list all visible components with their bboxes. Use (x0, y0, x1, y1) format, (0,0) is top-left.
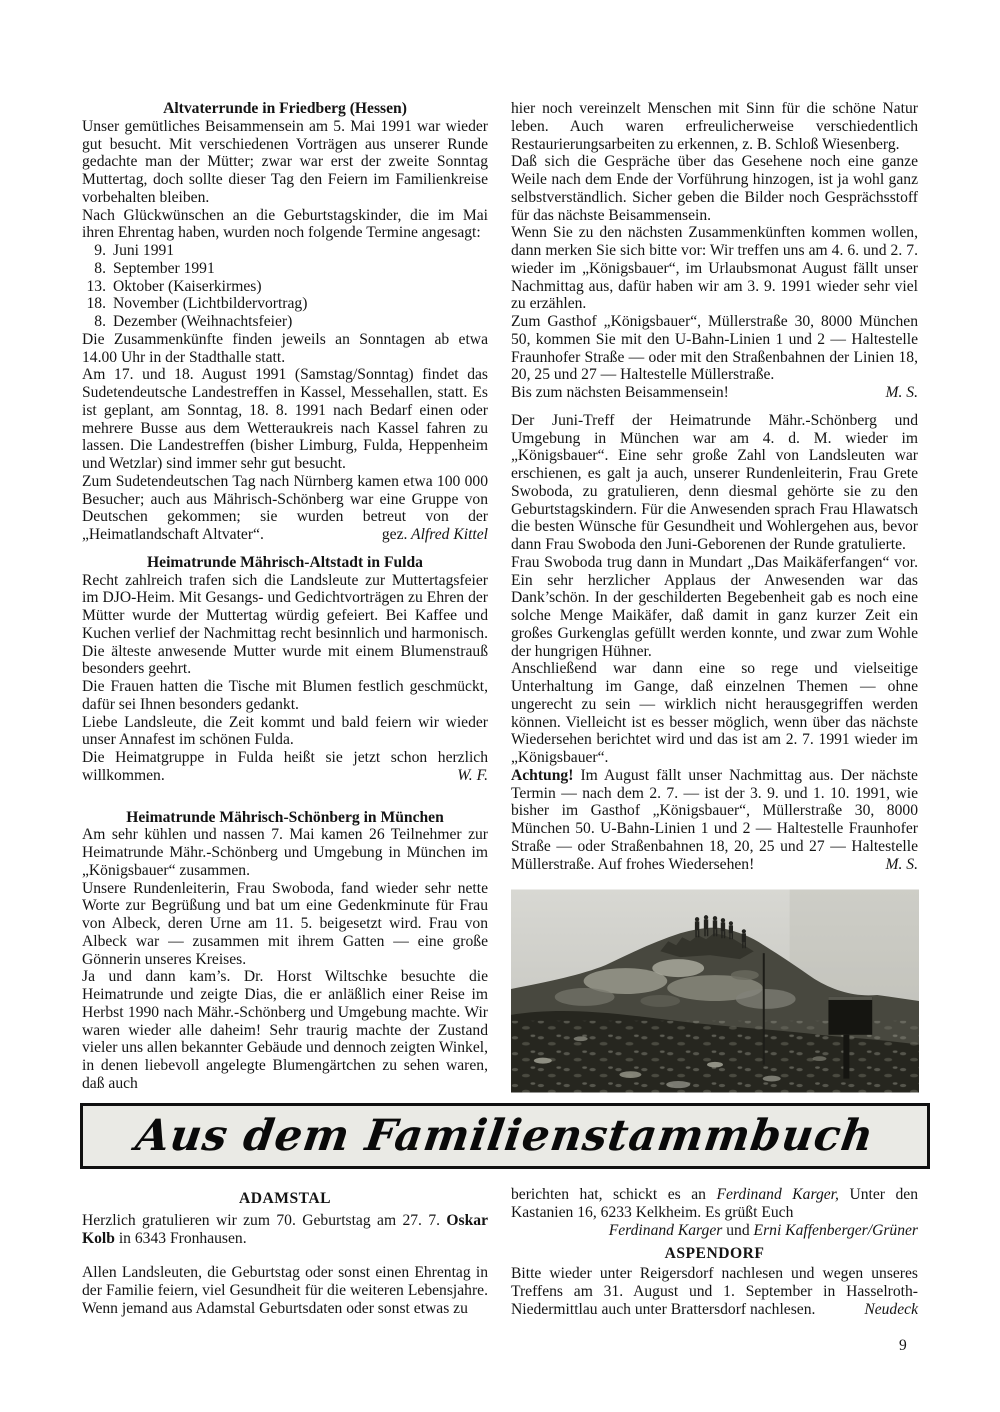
paragraph-with-signature (511, 1265, 918, 1318)
signature-names-line (511, 1222, 918, 1240)
paragraph-text: Unter den Kastanien 16, 6233 Kelkheim. Es grüßt Euch (511, 1186, 919, 1221)
paragraph-with-signature (511, 767, 918, 874)
person-name: Oskar Kolb (82, 1211, 488, 1247)
date-number: 13. (86, 277, 106, 295)
paragraph: Frau Swoboda trug dann in Mundart „Das Maikäferfangen“ vor. Ein sehr herzlicher Applaus der Anwesenden war das Dank’schön. In der geschilderten Begebenheit gab es noch eine solche Menge Maikäfer, daß damit in ganz kurzer Zeit ein großes Gurkenglas gefüllt werden konnte, und zwar zum Wohle der hungrigen Hühner. (511, 553, 918, 660)
left-column (82, 100, 488, 1093)
section-heading-fulda: Heimatrunde Mährisch-Altstadt in Fulda (147, 553, 423, 571)
paragraph-text: Bitte wieder unter Reigersdorf nachlesen und wegen unseres Treffens am 31. August und 1. September in Hasselroth-Niedermittlau auch unter Brattersdorf nachlesen. (511, 1265, 918, 1318)
paragraph: Der Juni-Treff der Heimatrunde Mähr.-Schönberg und Umgebung in München war am 4. d. M. wieder im „Königsbauer“. Eine sehr große Zahl von Landsleuten war erschienen, es galt ja auch, unserer Rundenleiterin, Frau Grete Swoboda, zu gratulieren, denn diesmal gehörte sie zu den Geburtstagskindern. Für die Anwesenden sprach Frau Hlawatsch die besten Wünsche für Gesundheit und Wohlergehen aus, bevor dann Frau Swoboda den Juni-Geborenen der Runde gratulierte. (511, 411, 918, 553)
date-item (82, 313, 488, 331)
paragraph: Wenn Sie zu den nächsten Zusammenkünften kommen wollen, dann merken Sie sich bitte vor: Wir treffen uns am 4. 6. und 2. 7. wieder im „Königsbauer“, im Urlaubsmonat August fällt unser Nachmittag aus, dafür haben wir am 3. 9. 1991 wieder sehr viel zu erzählen. (511, 224, 918, 313)
paragraph: Unser gemütliches Beisammensein am 5. Mai 1991 war wieder gut besucht. Mit verschiedenen Vorträgen aus unserer Runde gedachte man der Mütter; zwar war erst der zweite Sonntag Muttertag, doch sollte dieser Tag den Feiern im Familienkreise vorbehalten bleiben. (82, 117, 488, 206)
paragraph-text: Herzlich gratulieren wir zum 70. Geburtstag am 27. 7. (82, 1211, 441, 1229)
person-name: Ferdinand Karger, (716, 1186, 839, 1203)
paragraph: Daß sich die Gespräche über das Gesehene noch eine ganze Weile nach dem Ende der Vorführung hinzogen, ist ja wohl ganz selbstverständlich. Sicher geben die Bilder noch Gesprächsstoff für das nächste Beisammensein. (511, 153, 918, 224)
family-section-banner (80, 1103, 930, 1169)
date-item (82, 260, 488, 278)
banner-title: Aus dem Familienstammbuch (132, 1110, 878, 1161)
date-label: September 1991 (113, 259, 215, 277)
paragraph-with-signature (82, 473, 488, 544)
date-list (82, 242, 488, 331)
paragraph: Liebe Landsleute, die Zeit kommt und bald feiern wir wieder unser Annafest im schönen Fulda. (82, 713, 488, 749)
paragraph: Die Zusammenkünfte finden jeweils an Sonntagen ab etwa 14.00 Uhr in der Stadthalle statt. (82, 330, 488, 366)
bottom-left-column (82, 1190, 488, 1318)
date-number: 8. (94, 313, 106, 330)
date-item (82, 295, 488, 313)
summit-photo-graphic (511, 889, 919, 1093)
paragraph-text: berichten hat, schickt es an (511, 1186, 706, 1203)
summit-photo (511, 889, 919, 1093)
paragraph: hier noch vereinzelt Menschen mit Sinn für die schöne Natur leben. Auch waren erfreulicherweise verschiedentlich Restaurierungsarbeiten zu erkennen, z. B. Schloß Wiesenberg. (511, 100, 918, 153)
date-label: Juni 1991 (113, 242, 175, 259)
paragraph-text: in 6343 Fronhausen. (118, 1229, 247, 1247)
signature-name: Alfred Kittel (411, 526, 488, 543)
section-heading-muenchen: Heimatrunde Mährisch-Schönberg in München (126, 808, 444, 826)
paragraph: Die Frauen hatten die Tische mit Blumen festlich geschmückt, dafür sei Ihnen besonders gedankt. (82, 678, 488, 713)
paragraph: Unsere Rundenleiterin, Frau Swoboda, fand wieder sehr nette Worte zur Begrüßung und bat um eine Gedenkminute für Frau von Albeck, deren Urne am 11. 5. beigesetzt wird. Frau von Albeck war — zusammen mit ihrem Gatten — eine große Gönnerin unseres Kreises. (82, 879, 488, 968)
person-name: Ferdinand Karger (608, 1221, 723, 1239)
signature-prefix: gez. (381, 526, 408, 543)
heading-aspendorf: ASPENDORF (664, 1245, 765, 1263)
date-item (82, 278, 488, 296)
paragraph-with-signature (82, 749, 488, 785)
paragraph: Zum Gasthof „Königsbauer“, Müllerstraße 30, 8000 München 50, kommen Sie mit den U-Bahn-Linien 1 und 2 — Haltestelle Fraunhofer Straße — oder mit den Straßenbahnen der Linien 18, 20, 25 und 27 — Haltestelle Müllerstraße. (511, 313, 918, 384)
date-label: Oktober (Kaiserkirmes) (113, 277, 262, 295)
date-label: November (Lichtbildervortrag) (113, 295, 308, 313)
paragraph-text: Zum Sudetendeutschen Tag nach Nürnberg kamen etwa 100 000 Besucher; auch aus Mährisch-Schönberg war eine Gruppe von Deutschen gekommen; sie wurden betreut von der „Heimatlandschaft Altvater“. (82, 472, 488, 543)
section-heading-friedberg: Altvaterrunde in Friedberg (Hessen) (163, 100, 407, 117)
paragraph-with-signature (511, 384, 918, 402)
conjunction: und (726, 1221, 750, 1239)
signature: Neudeck (852, 1301, 918, 1319)
heading-adamstal: ADAMSTAL (238, 1190, 332, 1207)
signature: M. S. (874, 856, 918, 874)
page-number: 9 (899, 1337, 907, 1354)
paragraph: Am 17. und 18. August 1991 (Samstag/Sonntag) findet das Sudetendeutsche Landestreffen in Kassel, Messehallen, statt. Es ist geplant, am Sonntag, 18. 8. 1991 nach Bedarf einen oder mehrere Busse aus dem Wetteraukreis nach Kassel fahren zu lassen. Die Landestreffen (bisher Limburg, Fulda, Heppenheim und Wetzlar) sind immer sehr gut besucht. (82, 366, 488, 472)
signature: W. F. (445, 767, 488, 785)
paragraph-text: Die Heimatgruppe in Fulda heißt sie jetzt schon herzlich willkommen. (82, 749, 488, 784)
date-number: 8. (94, 259, 106, 277)
paragraph (82, 1212, 488, 1248)
signature (370, 526, 488, 544)
bottom-right-column (511, 1186, 918, 1318)
right-column (511, 100, 918, 1093)
paragraph: Recht zahlreich trafen sich die Landsleute zur Muttertagsfeier im DJO-Heim. Mit Gesangs- und Gedichtvorträgen zu Ehren der Mütter wurde der Muttertag würdig gefeiert. Bei Kaffee und Kuchen verlief der Nachmittag recht besinnlich und harmonisch. Die älteste anwesende Mutter wurde mit einem Blumenstrauß besonders geehrt. (82, 571, 488, 678)
paragraph: Allen Landsleuten, die Geburtstag oder sonst einen Ehrentag in der Familie feiern, viel Gesundheit für die weiteren Lebensjahre. Wenn jemand aus Adamstal Geburtsdaten oder sonst etwas zu (82, 1264, 488, 1317)
paragraph-text: Im August fällt unser Nachmittag aus. Der nächste Termin — nach dem 2. 7. — ist der 3. 9. und 1. 10. 1991, wie bisher im Gasthof „Königsbauer“, Müllerstraße 30, 8000 München 50. U-Bahn-Linien 1 und 2 — Haltestelle Fraunhofer Straße — oder Straßenbahnen 18, 20, 25 und 27 — Haltestelle Müllerstraße. Auf frohes Wiedersehen! (511, 766, 918, 873)
paragraph-text: Bis zum nächsten Beisammensein! (511, 384, 729, 401)
date-number: 9. (94, 242, 106, 259)
paragraph: Nach Glückwünschen an die Geburtstagskinder, die im Mai ihren Ehrentag haben, wurden noch folgende Termine angesagt: (82, 206, 488, 242)
paragraph: Ja und dann kam’s. Dr. Horst Wiltschke besuchte die Heimatrunde und zeigte Dias, die er anläßlich einer Reise im Herbst 1990 nach Mähr.-Schönberg und Umgebung machte. Wir waren wieder alle daheim! Sehr traurig machte der Zustand vieler uns allen bekannter Gebäude und dennoch zeigten Winkel, in denen liebevoll angelegte Blumengärtchen zu sehen waren, daß auch (82, 968, 488, 1092)
signature: M. S. (874, 384, 918, 402)
date-item (82, 242, 488, 260)
date-label: Dezember (Weihnachtsfeier) (113, 313, 293, 330)
person-name: Erni Kaffenberger/Grüner (753, 1221, 918, 1239)
date-number: 18. (86, 295, 106, 313)
paragraph: Am sehr kühlen und nassen 7. Mai kamen 26 Teilnehmer zur Heimatrunde Mähr.-Schönberg und Umgebung in München im „Königsbauer“ zusammen. (82, 826, 488, 879)
paragraph: Anschließend war dann eine so rege und vielseitige Unterhaltung im Gange, daß einzelnen Themen — ohne ungerecht zu sein — wirklich nicht herausgegriffen werden können. Vielleicht ist es besser möglich, wenn über das nächste Wiedersehen berichtet wird und das ist am 2. 7. 1991 wieder im „Königsbauer“. (511, 660, 918, 766)
attention-lead: Achtung! (511, 766, 574, 784)
paragraph (511, 1186, 918, 1222)
